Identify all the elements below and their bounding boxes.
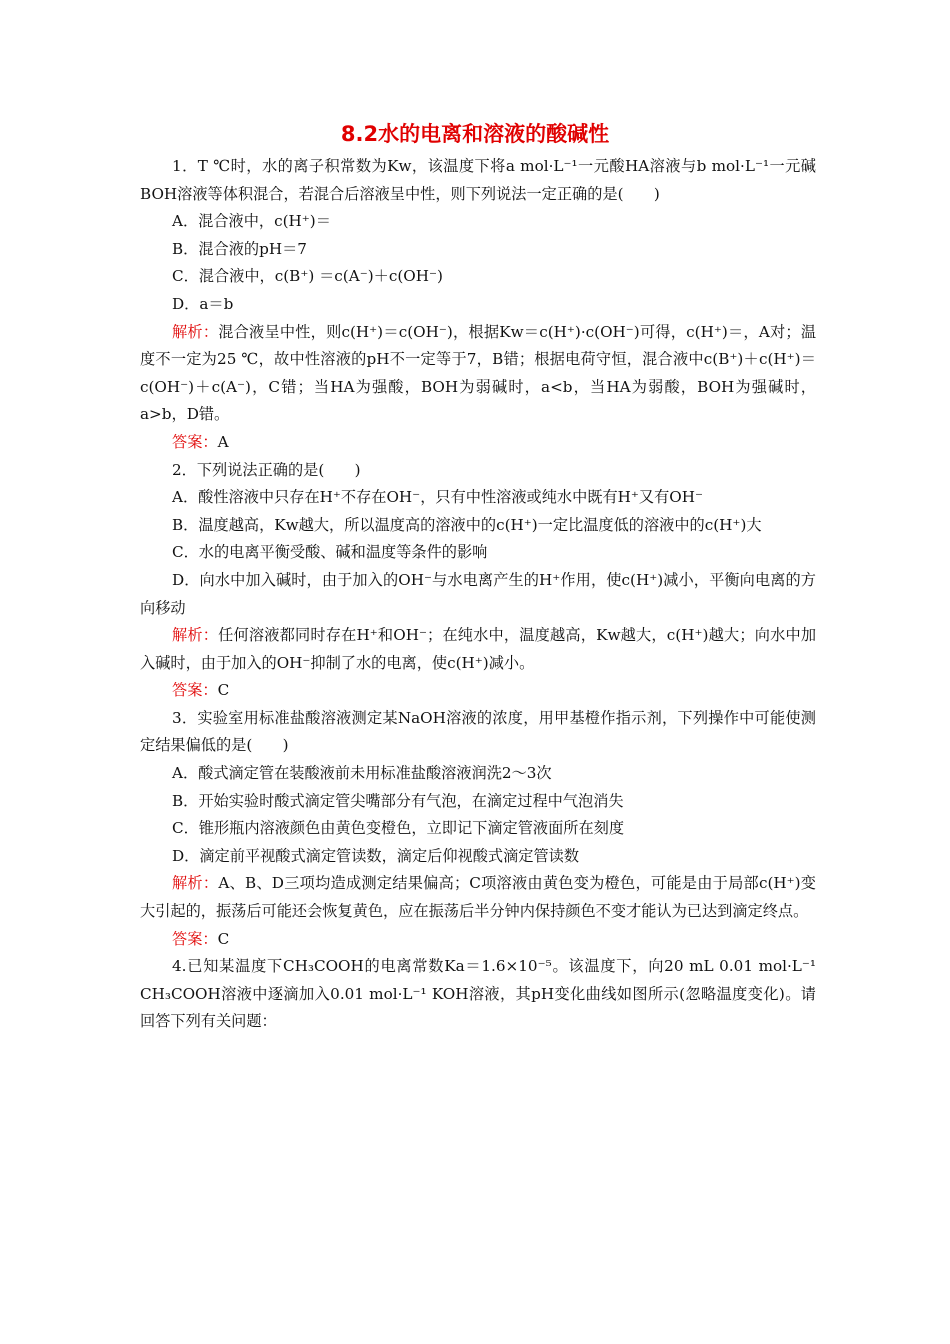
question-3-stem: 3．实验室用标准盐酸溶液测定某NaOH溶液的浓度，用甲基橙作指示剂，下列操作中可能使测定结果偏低的是( ) [140,708,816,755]
answer-label: 答案： [172,681,218,700]
question-1-option-c: C．混合液中，c(B⁺) ＝c(A⁻)＋c(OH⁻) [172,267,443,286]
question-2-option-d: D．向水中加入碱时，由于加入的OH⁻与水电离产生的H⁺作用，使c(H⁺)减小，平衡向电离的方向移动 [140,570,816,617]
analysis-text: A、B、D三项均造成测定结果偏高；C项溶液由黄色变为橙色，可能是由于局部c(H⁺)变大引起的，振荡后可能还会恢复黄色，应在振荡后半分钟内保持颜色不变才能认为已达到滴定终点。 [140,874,816,921]
analysis-label: 解析： [172,626,219,645]
question-2-option-c: C．水的电离平衡受酸、碱和温度等条件的影响 [172,543,488,562]
question-2-stem: 2．下列说法正确的是( ) [172,460,361,479]
question-3-option-a: A．酸式滴定管在装酸液前未用标准盐酸溶液润洗2～3次 [172,764,552,783]
question-2-option-a: A．酸性溶液中只存在H⁺不存在OH⁻，只有中性溶液或纯水中既有H⁺又有OH⁻ [172,488,703,507]
question-1-analysis [140,319,816,429]
answer-text: C [217,929,230,948]
document-body [140,153,816,1036]
question-2-analysis [140,622,816,677]
question-2-answer [140,677,816,705]
question-1-option-a: A．混合液中，c(H⁺)＝ [172,212,331,231]
analysis-label: 解析： [172,322,219,341]
question-3-option-b: B．开始实验时酸式滴定管尖嘴部分有气泡，在滴定过程中气泡消失 [172,791,624,810]
answer-label: 答案： [172,929,218,948]
question-4-stem: 4.已知某温度下CH₃COOH的电离常数Ka＝1.6×10⁻⁵。该温度下，向20 mL 0.01 mol·L⁻¹ CH₃COOH溶液中逐滴加入0.01 mol·L⁻¹ KOH溶液，其pH变化曲线如图所示(忽略温度变化)。请回答下列有关问题： [140,957,816,1031]
question-3-answer [140,926,816,954]
question-3-analysis [140,870,816,925]
analysis-text: 任何溶液都同时存在H⁺和OH⁻；在纯水中，温度越高，Kw越大，c(H⁺)越大；向水中加入碱时，由于加入的OH⁻抑制了水的电离，使c(H⁺)减小。 [140,626,817,672]
answer-text: A [217,432,229,451]
answer-text: C [217,681,230,700]
question-3-option-c: C．锥形瓶内溶液颜色由黄色变橙色，立即记下滴定管液面所在刻度 [172,819,625,838]
question-3-option-d: D．滴定前平视酸式滴定管读数，滴定后仰视酸式滴定管读数 [172,846,580,865]
question-2-option-b: B．温度越高，Kw越大，所以温度高的溶液中的c(H⁺)一定比温度低的溶液中的c(H⁺)大 [172,515,762,534]
question-1-stem: 1．T ℃时，水的离子积常数为Kw，该温度下将a mol·L⁻¹一元酸HA溶液与b mol·L⁻¹一元碱BOH溶液等体积混合，若混合后溶液呈中性，则下列说法一定正确的是( ) [140,157,816,203]
answer-label: 答案： [172,432,218,451]
question-1-option-d: D．a＝b [172,294,234,313]
page-title: 8.2水的电离和溶液的酸碱性 [340,122,610,146]
question-1-answer [140,429,816,457]
question-1-option-b: B．混合液的pH＝7 [172,239,307,258]
analysis-text: 混合液呈中性，则c(H⁺)＝c(OH⁻)，根据Kw＝c(H⁺)·c(OH⁻)可得，c(H⁺)＝，A对；温度不一定为25 ℃，故中性溶液的pH不一定等于7，B错；根据电荷守恒，混合液中c(B⁺)＋c(H⁺)＝c(OH⁻)＋c(A⁻)，C错；当HA为强酸，BOH为弱碱时，a<b，当HA为弱酸，BOH为强碱时，a>b，D错。 [140,322,817,424]
analysis-label: 解析： [172,874,219,893]
